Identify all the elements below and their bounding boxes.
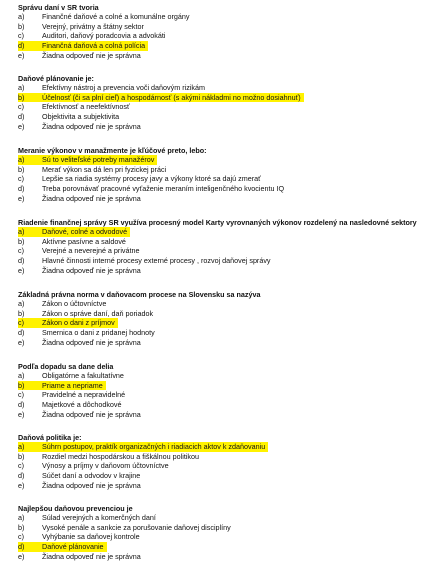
answer-option-a-highlighted: a) Daňové, colné a odvodové [18, 227, 433, 237]
answer-option-b: b) Rozdiel medzi hospodárskou a fiškálnou politikou [18, 451, 200, 461]
answer-option-e: e) Žiadna odpoveď nie je správna [18, 265, 141, 275]
answer-option-c: c) Auditori, daňový poradcovia a advokáti [18, 31, 166, 41]
answer-option-b: b) Aktívne pasívne a saldové [18, 236, 126, 246]
question-title: Najlepšou daňovou prevenciou je [18, 504, 133, 513]
answer-option-b: b) Vysoké penále a sankcie za porušovanie daňovej disciplíny [18, 522, 231, 532]
answer-option-b: b) Merať výkon sa dá len pri fyzickej práci [18, 164, 167, 174]
answer-option-d-highlighted: d) Daňové plánovanie [18, 542, 433, 552]
answer-option-b: b) Verejný, privátny a štátny sektor [18, 21, 144, 31]
answer-option-e: e) Žiadna odpoveď nie je správna [18, 337, 141, 347]
answer-option-c: c) Lepšie sa riadia systémy procesy javy a výkony ktoré sa dajú zmerať [18, 174, 261, 184]
answer-option-a-highlighted: a) Súhrn postupov, praktík organizačných i riadiacich aktov k zdaňovaniu [18, 442, 433, 452]
question-4 [18, 218, 433, 275]
answer-option-e: e) Žiadna odpoveď nie je správna [18, 409, 141, 419]
answer-option-e: e) Žiadna odpoveď nie je správna [18, 551, 141, 561]
answer-option-b-highlighted: b) Priame a nepriame [18, 381, 433, 391]
answer-option-a: a) Obligatórne a fakultatívne [18, 371, 124, 380]
answer-option-a: a) Súlad verejných a komerčných daní [18, 513, 156, 522]
answer-option-a-highlighted: a) Sú to veliteľské potreby manažérov [18, 155, 433, 165]
answer-option-c: c) Pravidelné a nepravidelné [18, 390, 126, 400]
answer-option-d: d) Majetkové a dôchodkové [18, 400, 122, 410]
answer-option-e: e) Žiadna odpoveď nie je správna [18, 121, 141, 131]
answer-option-d: d) Súčet daní a odvodov v krajine [18, 471, 141, 481]
question-title: Daňová politika je: [18, 433, 82, 442]
answer-option-c: c) Výnosy a príjmy v daňovom účtovníctve [18, 461, 169, 471]
answer-option-d: d) Objektivita a subjektivita [18, 112, 120, 122]
answer-option-c: c) Efektívnosť a neefektívnosť [18, 102, 130, 112]
question-5 [18, 290, 433, 347]
question-title: Základná právna norma v daňovacom procese na Slovensku sa nazýva [18, 290, 261, 299]
question-1 [18, 3, 433, 60]
answer-option-a: a) Finančné daňové a colné a komunálne orgány [18, 12, 190, 21]
answer-option-b-highlighted: b) Účelnosť (či sa plní cieľ) a hospodárnosť (s akými nákladmi no možno dosiahnuť) [18, 93, 433, 103]
answer-option-b: b) Zákon o správe daní, daň poriadok [18, 308, 154, 318]
question-title: Daňové plánovanie je: [18, 74, 94, 83]
answer-option-d: d) Smernica o dani z pridanej hodnoty [18, 328, 155, 338]
question-7 [18, 433, 433, 490]
answer-option-d: d) Treba porovnávať pracovné vyťaženie meraním inteligenčného kvocientu IQ [18, 184, 285, 194]
answer-option-e: e) Žiadna odpoveď nie je správna [18, 193, 141, 203]
question-2 [18, 74, 433, 131]
question-title: Meranie výkonov v manažmente je kľúčové preto, lebo: [18, 146, 207, 155]
answer-option-e: e) Žiadna odpoveď nie je správna [18, 50, 141, 60]
answer-option-a: a) Zákon o účtovníctve [18, 299, 107, 308]
answer-option-a: a) Efektívny nástroj a prevencia voči daňovým rizikám [18, 83, 205, 92]
answer-option-c: c) Vyhýbanie sa daňovej kontrole [18, 532, 140, 542]
answer-option-d-highlighted: d) Finančná daňová a colná polícia [18, 41, 433, 51]
question-title: Správu daní v SR tvoria [18, 3, 99, 12]
question-3 [18, 146, 433, 203]
answer-option-c-highlighted: c) Zákon o dani z príjmov [18, 318, 433, 328]
answer-option-d: d) Hlavné činnosti interné procesy externé procesy , rozvoj daňovej správy [18, 256, 271, 266]
question-title: Riadenie finančnej správy SR využíva procesný model Karty vyrovnaných výkonov rozdelený na nasledovné sektory [18, 218, 417, 227]
answer-option-e: e) Žiadna odpoveď nie je správna [18, 480, 141, 490]
question-title: Podľa dopadu sa dane delia [18, 362, 114, 371]
answer-option-c: c) Verejné a neverejné a privátne [18, 246, 140, 256]
question-6 [18, 362, 433, 419]
question-8 [18, 504, 433, 561]
